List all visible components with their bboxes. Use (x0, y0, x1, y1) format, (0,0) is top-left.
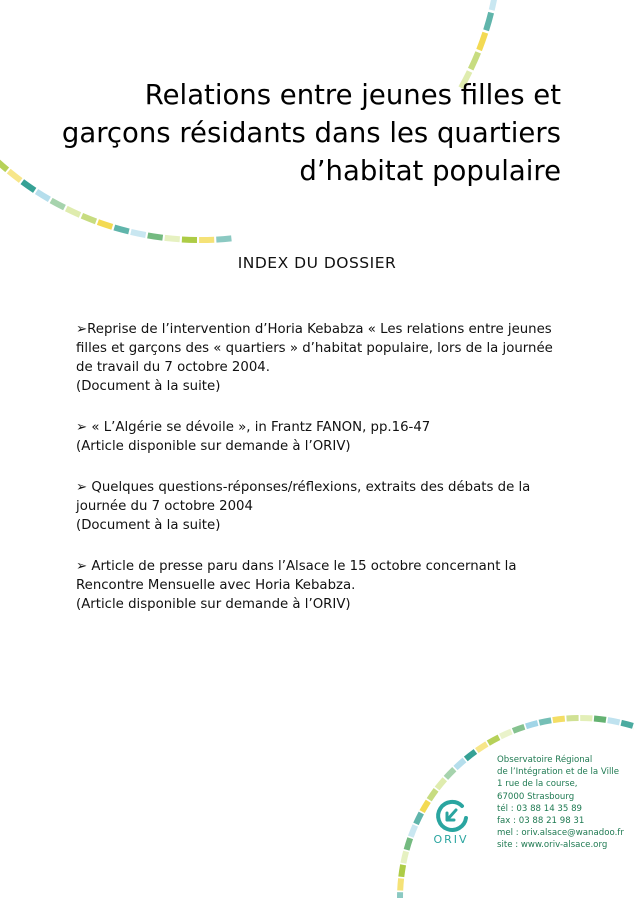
arc-segment (416, 813, 421, 824)
entry-line: ➢ Article de presse paru dans l’Alsace le 15 octobre concernant la (76, 559, 517, 574)
logo-text: ORIV (433, 833, 469, 846)
arc-segment (407, 838, 411, 850)
website[interactable]: site : www.oriv-alsace.org (497, 840, 608, 851)
arc-segment (98, 222, 112, 227)
top-arc-right (461, 0, 500, 88)
arc-segment (621, 723, 633, 726)
entry-line: Rencontre Mensuelle avec Horia Kebabza. (76, 578, 356, 593)
arc-segment (608, 720, 620, 722)
arc-segment (400, 878, 401, 890)
arc-segment (539, 720, 551, 722)
address-line-1: 1 rue de la course, (497, 779, 578, 790)
arc-segment (477, 744, 487, 751)
arc-segment (466, 752, 476, 759)
entry-line: ➢ « L’Algérie se dévoile », in Frantz FANON, pp.16-47 (76, 420, 431, 435)
oriv-logo-icon (432, 796, 472, 836)
index-entries (76, 320, 553, 636)
arc-segment (131, 232, 146, 235)
arc-segment (216, 238, 231, 239)
index-entry-1 (76, 320, 553, 396)
arc-segment (403, 851, 406, 863)
arc-segment (446, 769, 454, 778)
entry-line: filles et garçons des « quartiers » d’habitat populaire, lors de la journée (76, 341, 553, 356)
document-title (41, 76, 561, 190)
index-heading: INDEX DU DOSSIER (237, 254, 397, 272)
contact-block (497, 754, 624, 852)
entry-line: (Article disponible sur demande à l’ORIV) (76, 439, 351, 454)
arc-segment (422, 801, 428, 811)
arc-segment (22, 182, 34, 191)
fax: fax : 03 88 21 98 31 (497, 816, 585, 827)
entry-line: de travail du 7 octobre 2004. (76, 360, 270, 375)
arc-segment (526, 723, 538, 726)
entry-line: (Article disponible sur demande à l’ORIV) (76, 597, 351, 612)
arc-segment (51, 201, 64, 208)
address-line-2: 67000 Strasbourg (497, 791, 575, 802)
arc-segment (411, 825, 416, 836)
title-line-1: Relations entre jeunes filles et (144, 79, 561, 111)
arc-segment (471, 52, 479, 69)
entry-line: journée du 7 octobre 2004 (76, 499, 253, 514)
arc-segment (488, 737, 499, 743)
arc-segment (553, 719, 565, 721)
title-line-3: d’habitat populaire (299, 155, 561, 187)
telephone: tél : 03 88 14 35 89 (497, 803, 583, 814)
arc-segment (82, 216, 96, 222)
arc-segment (114, 228, 129, 232)
arc-segment (594, 719, 606, 720)
arc-segment (165, 238, 180, 239)
arc-segment (0, 160, 7, 170)
entry-line: (Document à la suite) (76, 518, 221, 533)
arc-segment (513, 727, 524, 731)
arc-segment (66, 209, 80, 215)
arc-segment (148, 235, 163, 237)
entry-line: (Document à la suite) (76, 379, 221, 394)
email[interactable]: mel : oriv.alsace@wanadoo.fr (497, 828, 624, 839)
entry-line: ➢ Quelques questions-réponses/réflexions, extraits des débats de la (76, 480, 531, 495)
org-name-line-2: de l’Intégration et de la Ville (497, 767, 620, 778)
title-line-2: garçons résidants dans les quartiers (61, 117, 561, 149)
arc-segment (456, 760, 465, 768)
arc-segment (492, 0, 496, 10)
arc-segment (479, 33, 485, 50)
arc-segment (500, 732, 511, 737)
index-entry-2 (76, 418, 546, 456)
arc-segment (9, 171, 21, 180)
arc-segment (437, 779, 445, 788)
arc-segment (401, 865, 403, 877)
org-name-line-1: Observatoire Régional (497, 755, 593, 765)
arc-segment (567, 718, 579, 719)
entry-line: ➢Reprise de l’intervention d’Horia Kebabza « Les relations entre jeunes (76, 322, 552, 337)
arc-segment (486, 13, 491, 31)
arc-segment (37, 192, 50, 200)
arc-segment (182, 240, 197, 241)
index-entry-3 (76, 478, 546, 535)
index-entry-4 (76, 557, 546, 614)
